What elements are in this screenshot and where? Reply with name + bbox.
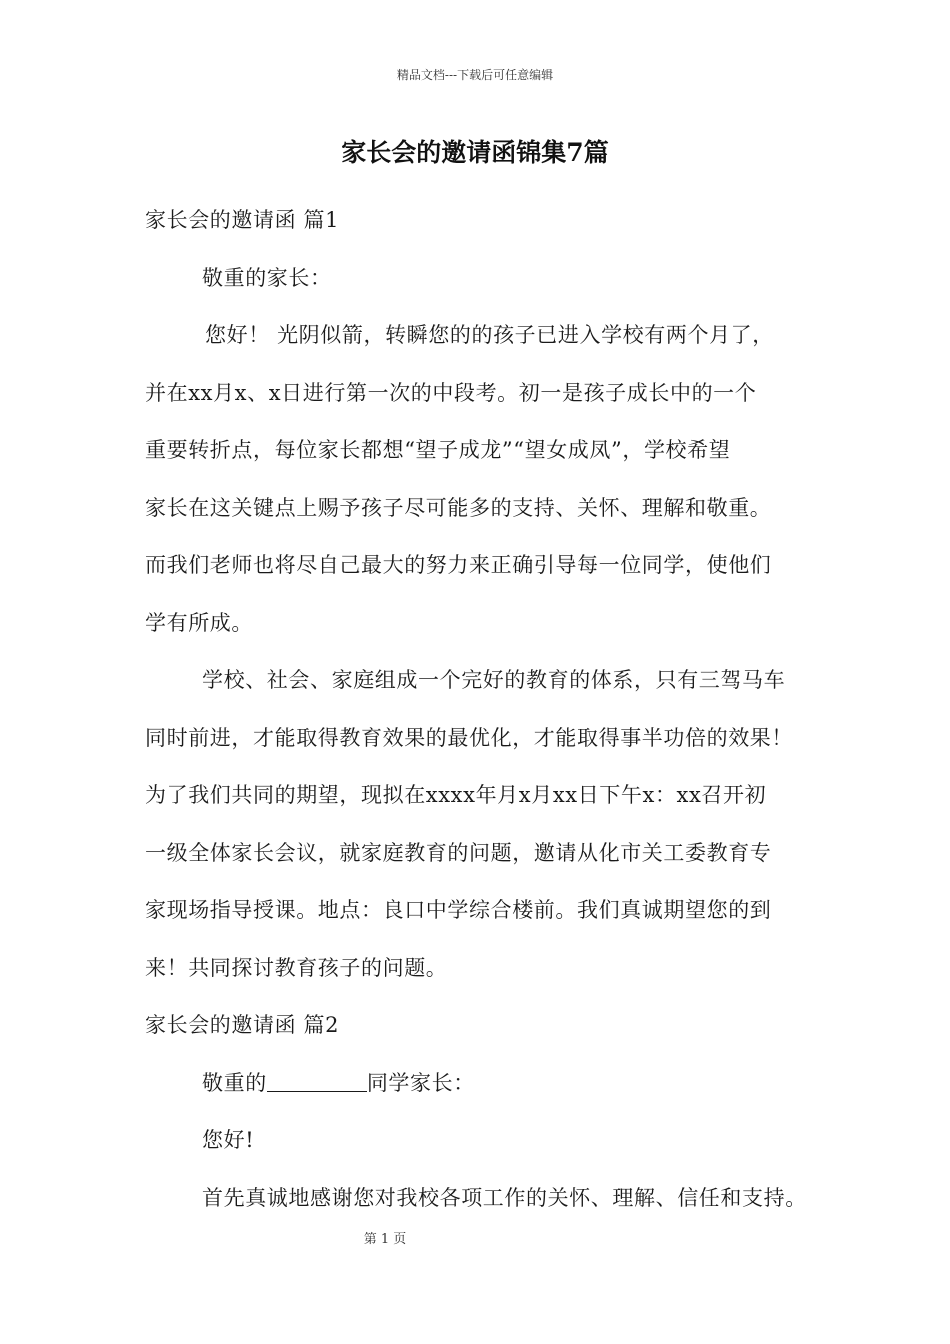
paragraph-line: 您好！ 光阴似箭，转瞬您的的孩子已进入学校有两个月了， bbox=[205, 323, 774, 347]
salutation-1: 敬重的家长： bbox=[202, 265, 332, 290]
page-number: 第 1 页 bbox=[363, 1232, 407, 1247]
salutation-2 bbox=[145, 1055, 835, 1113]
paragraph-line: 而我们老师也将尽自己最大的努力来正确引导每一位同学，使他们 bbox=[145, 553, 772, 577]
paragraph-line: 为了我们共同的期望，现拟在xxxx年月x月xx日下午x：xx召开初 bbox=[145, 783, 767, 807]
paragraph-line: 学校、社会、家庭组成一个完好的教育的体系，只有三驾马车 bbox=[202, 668, 786, 692]
page-header: 精品文档---下载后可任意编辑 bbox=[396, 68, 554, 82]
section-heading-2: 家长会的邀请函 篇2 bbox=[145, 1013, 340, 1037]
paragraph-line: 重要转折点，每位家长都想“望子成龙”“望女成凤”，学校希望 bbox=[145, 438, 731, 462]
paragraph-line: 学有所成。 bbox=[145, 610, 253, 635]
paragraph-line: 来！共同探讨教育孩子的问题。 bbox=[145, 955, 448, 980]
paragraph-line: 并在xx月x、x日进行第一次的中段考。初一是孩子成长中的一个 bbox=[145, 380, 757, 405]
document-title: 家长会的邀请函锦集7篇 bbox=[341, 138, 609, 167]
salutation-prefix: 敬重的 bbox=[202, 1070, 267, 1095]
paragraph-line: 一级全体家长会议，就家庭教育的问题，邀请从化市关工委教育专 bbox=[145, 840, 772, 865]
section-heading-1: 家长会的邀请函 篇1 bbox=[145, 208, 340, 232]
paragraph-line: 首先真诚地感谢您对我校各项工作的关怀、理解、信任和支持。 bbox=[202, 1185, 807, 1210]
greeting-2: 您好! bbox=[202, 1128, 255, 1152]
paragraph-line: 家现场指导授课。地点：良口中学综合楼前。我们真诚期望您的到 bbox=[145, 898, 772, 922]
name-blank-line bbox=[267, 1069, 367, 1092]
salutation-suffix: 同学家长： bbox=[366, 1070, 475, 1095]
document-body bbox=[145, 192, 835, 1227]
paragraph-line: 同时前进，才能取得教育效果的最优化，才能取得事半功倍的效果！ bbox=[145, 725, 793, 750]
paragraph-line: 家长在这关键点上赐予孩子尽可能多的支持、关怀、理解和敬重。 bbox=[145, 495, 772, 520]
